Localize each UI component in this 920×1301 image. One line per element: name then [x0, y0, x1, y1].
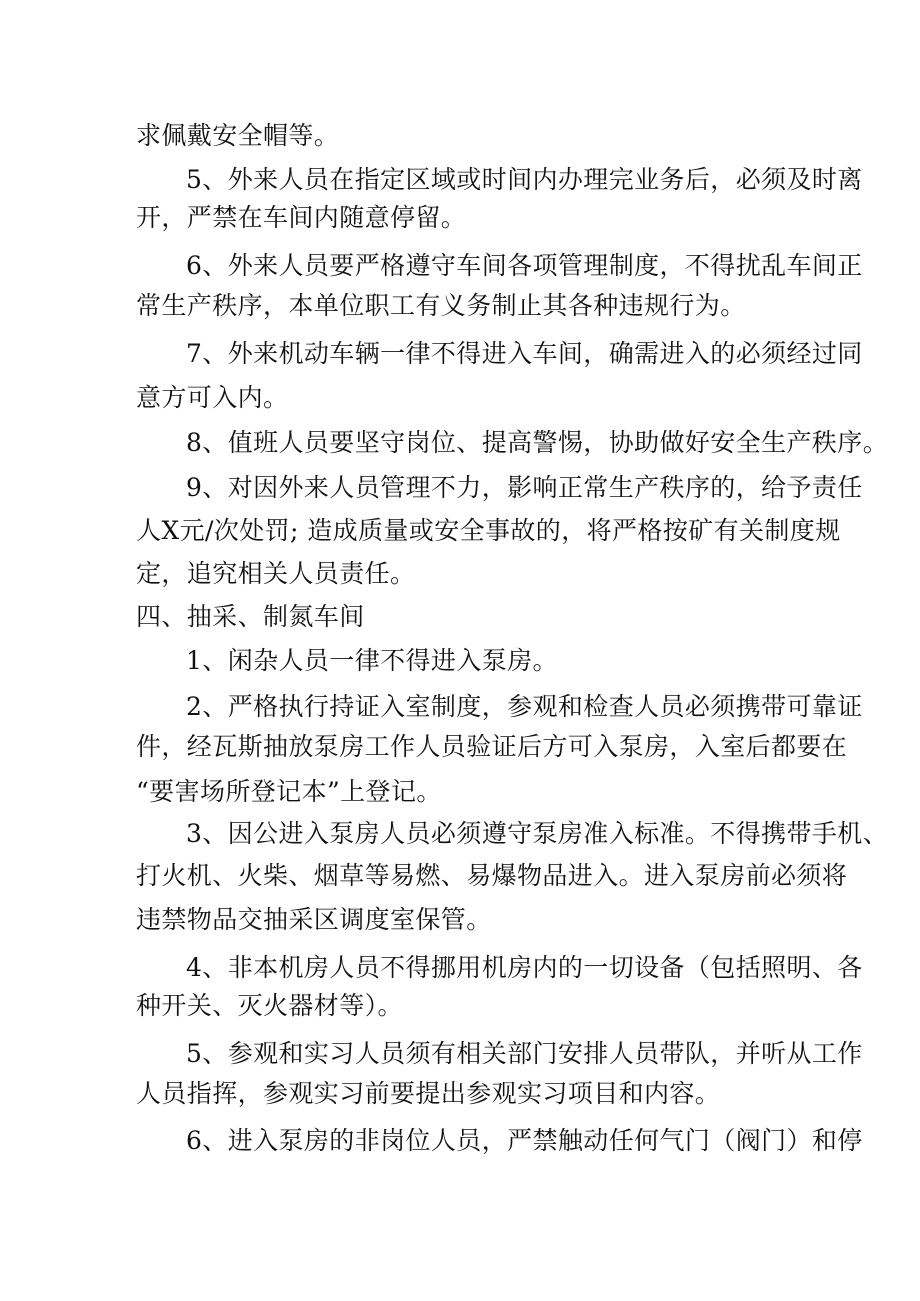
text-line: 3、因公进入泵房人员必须遵守泵房准入标准。不得携带手机、 — [186, 819, 889, 848]
text-line: 5、外来人员在指定区域或时间内办理完业务后，必须及时离 — [186, 165, 863, 194]
text-line: 人X元/次处罚; 造成质量或安全事故的，将严格按矿有关制度规 — [136, 516, 841, 545]
text-line: 4、非本机房人员不得挪用机房内的一切设备（包括照明、各 — [186, 953, 863, 982]
text-line: 2、严格执行持证入室制度，参观和检查人员必须携带可靠证 — [186, 692, 863, 721]
text-line: 打火机、火柴、烟草等易燃、易爆物品进入。进入泵房前必须将 — [136, 861, 848, 890]
text-line: 开，严禁在车间内随意停留。 — [136, 203, 467, 232]
text-line: 求佩戴安全帽等。 — [136, 121, 340, 150]
text-line: 常生产秩序，本单位职工有义务制止其各种违规行为。 — [136, 291, 746, 320]
text-line: 种开关、灭火器材等）。 — [136, 991, 403, 1020]
text-line: 6、外来人员要严格遵守车间各项管理制度，不得扰乱车间正 — [186, 251, 863, 280]
text-line: 5、参观和实习人员须有相关部门安排人员带队，并听从工作 — [186, 1039, 863, 1068]
text-line: “要害场所登记本”上登记。 — [136, 777, 442, 806]
text-line: 件，经瓦斯抽放泵房工作人员验证后方可入泵房，入室后都要在 — [136, 732, 848, 761]
text-line: 意方可入内。 — [136, 383, 289, 412]
text-line: 9、对因外来人员管理不力，影响正常生产秩序的，给予责任 — [186, 473, 863, 502]
text-line: 6、进入泵房的非岗位人员，严禁触动任何气门（阀门）和停 — [186, 1126, 863, 1155]
text-line: 7、外来机动车辆一律不得进入车间，确需进入的必须经过同 — [186, 339, 863, 368]
text-line: 人员指挥，参观实习前要提出参观实习项目和内容。 — [136, 1079, 721, 1108]
text-line: 1、闲杂人员一律不得进入泵房。 — [186, 646, 558, 675]
text-line: 8、值班人员要坚守岗位、提高警惕，协助做好安全生产秩序。 — [186, 428, 889, 457]
section-heading: 四、抽采、制氮车间 — [136, 602, 365, 631]
text-line: 定，追究相关人员责任。 — [136, 559, 416, 588]
text-line: 违禁物品交抽采区调度室保管。 — [136, 905, 492, 934]
